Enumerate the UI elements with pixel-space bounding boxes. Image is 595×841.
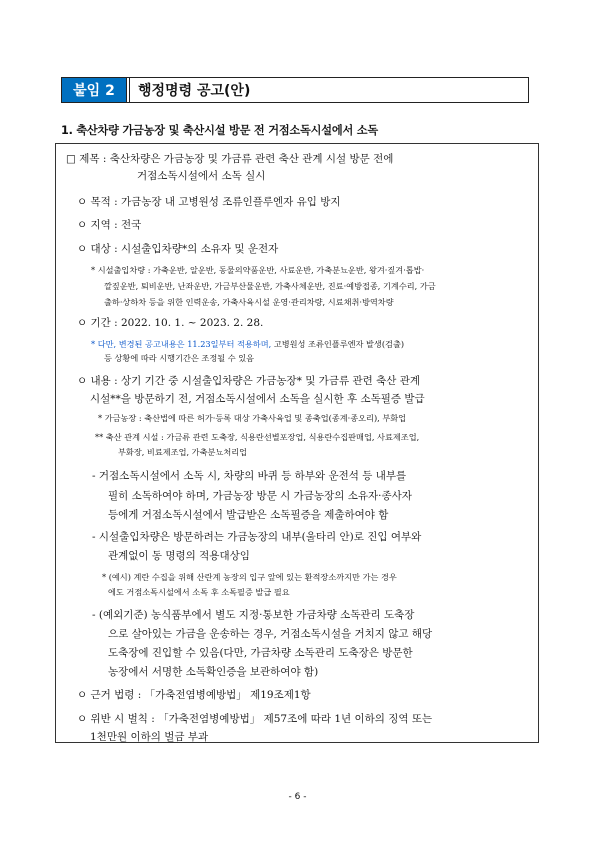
target-line: ㅇ 대상 : 시설출입차량*의 소유자 및 운전자 <box>77 243 279 255</box>
purpose-line: ㅇ 목적 : 가금농장 내 고병원성 조류인플루엔자 유입 방지 <box>77 196 341 208</box>
header-title: 행정명령 공고(안) <box>138 83 251 99</box>
period-note-highlight: * 다만, 변경된 공고내용은 11.23일부터 적용하며, <box>91 339 272 349</box>
appendix-header <box>61 77 529 103</box>
target-note-3: 출하·상하차 등을 위한 인력운송, 가축사육시설 운영·관리차량, 시료채취·방역차량 <box>104 297 394 307</box>
subject-line-cont: 거점소독시설에서 소독 실시 <box>137 170 266 182</box>
dash-item-3-cont-3: 농장에서 서명한 소독확인증을 보관하여야 함) <box>108 666 319 678</box>
dash-item-3: - (예외기준) 농식품부에서 별도 지정·통보한 가금차량 소독관리 도축장 <box>92 609 415 621</box>
target-note-2: 깔짚운반, 퇴비운반, 난좌운반, 가금부산물운반, 가축사체운반, 진료·예방접종, 기계수리, 가금 <box>104 281 436 291</box>
example-note-cont: 에도 거점소독시설에서 소독 후 소독필증 발급 필요 <box>108 587 290 597</box>
dash-item-1: - 거점소독시설에서 소독 시, 차량의 바퀴 등 하부와 운전석 등 내부를 <box>92 470 407 482</box>
period-note <box>91 339 404 350</box>
dash-item-3-cont-2: 도축장에 진입할 수 있음(다만, 가금차량 소독관리 도축장은 방문한 <box>108 647 413 659</box>
example-note: * (예시) 계란 수집을 위해 산란계 농장의 입구 앞에 있는 환적장소까지만 가는 경우 <box>102 572 397 582</box>
facility-definition-cont: 부화장, 비료제조업, 가축분뇨처리업 <box>118 447 248 457</box>
content-line: ㅇ 내용 : 상기 기간 중 시설출입차량은 가금농장* 및 가금류 관련 축산 관계 <box>77 375 420 387</box>
period-line: ㅇ 기간 : 2022. 10. 1. ~ 2023. 2. 28. <box>77 317 264 329</box>
dash-item-2: - 시설출입차량은 방문하려는 가금농장의 내부(울타리 안)로 진입 여부와 <box>92 531 422 543</box>
dash-item-3-cont-1: 으로 살아있는 가금을 운송하는 경우, 거점소독시설을 거치지 않고 해당 <box>108 628 433 640</box>
dash-item-1-cont-2: 등에게 거점소독시설에서 발급받은 소독필증을 제출하여야 함 <box>108 509 389 521</box>
section-title: 1. 축산차량 가금농장 및 축산시설 방문 전 거점소독시설에서 소독 <box>61 124 378 137</box>
period-note-cont: 등 상황에 따라 시행기간은 조정될 수 있음 <box>104 353 255 363</box>
dash-item-1-cont-1: 필히 소독하여야 하며, 가금농장 방문 시 가금농장의 소유자·종사자 <box>108 490 412 502</box>
farm-definition: * 가금농장 : 축산법에 따른 허가·등록 대상 가축사육업 및 종축업(종계·종오리), 부화업 <box>98 413 407 423</box>
subject-line: □ 제목 : 축산차량은 가금농장 및 가금류 관련 축산 관계 시설 방문 전에 <box>66 153 394 165</box>
facility-definition: ** 축산 관계 시설 : 가금류 관련 도축장, 식용란선별포장업, 식용란수집판매업, 사료제조업, <box>95 432 420 442</box>
content-line-cont: 시설**을 방문하기 전, 거점소독시설에서 소독을 실시한 후 소독필증 발급 <box>90 393 425 405</box>
appendix-badge: 붙임 2 <box>62 78 126 102</box>
page-number: - 6 - <box>288 792 307 802</box>
penalty-line-cont: 1천만원 이하의 벌금 부과 <box>90 731 209 743</box>
period-note-rest: 고병원성 조류인플루엔자 발생(검출) <box>271 339 405 349</box>
dash-item-2-cont: 관계없이 동 명령의 적용대상임 <box>108 550 250 562</box>
target-note-1: * 시설출입차량 : 가축운반, 알운반, 동물의약품운반, 사료운반, 가축분뇨운반, 왕겨·짚겨·톱밥· <box>91 265 425 275</box>
penalty-line: ㅇ 위반 시 벌칙 : 「가축전염병예방법」 제57조에 따라 1년 이하의 징역 또는 <box>77 713 433 725</box>
region-line: ㅇ 지역 : 전국 <box>77 219 142 231</box>
header-divider <box>126 78 130 102</box>
legal-basis-line: ㅇ 근거 법령 : 「가축전염병예방법」 제19조제1항 <box>77 689 311 701</box>
